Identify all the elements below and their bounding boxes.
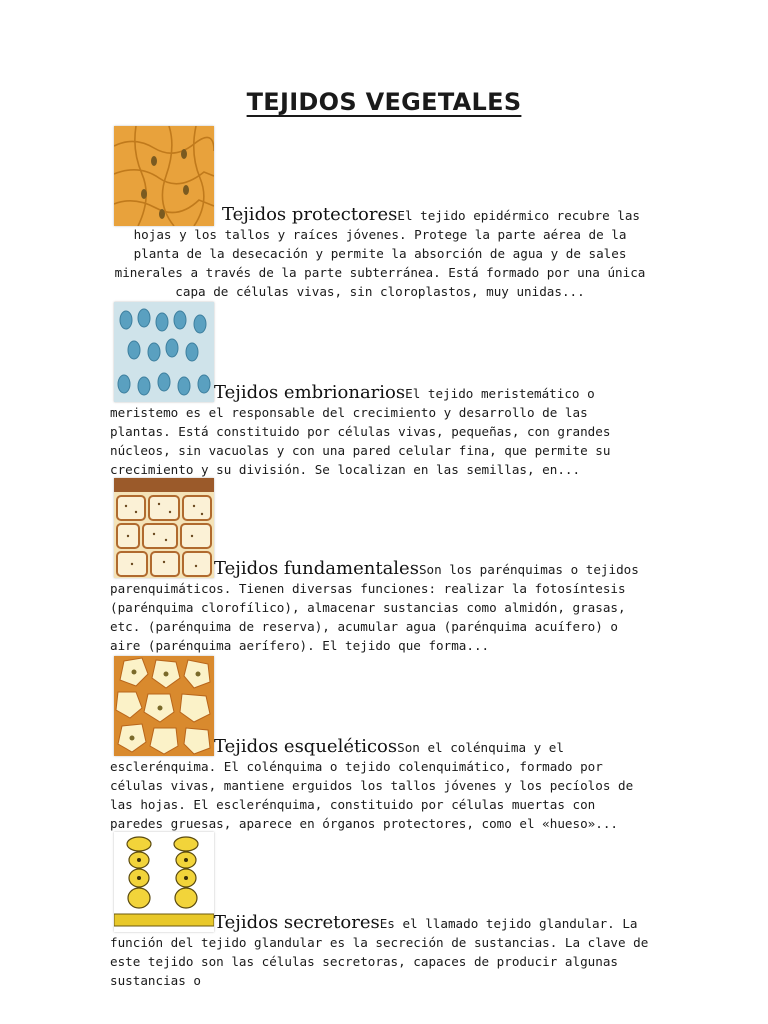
entry-secretores (110, 832, 650, 991)
entry-body: Son los parénquimas o tejidos parenquimáticos. Tienen diversas funciones: realizar la fotosíntesis (parénquima clorofílico), almacenar sustancias como almidón, grasas, etc. (parénquima de reserva), acumular agua (parénquima acuífero) o aire (parénquima aerífero). El tejido que forma... (110, 562, 639, 653)
entry-heading: Tejidos secretores (214, 912, 380, 933)
page-title-wrap (0, 88, 768, 116)
page-title: TEJIDOS VEGETALES (246, 88, 522, 116)
entry-heading: Tejidos embrionarios (214, 382, 406, 403)
entry-esqueleticos (110, 656, 650, 834)
entry-body: Es el llamado tejido glandular. La función del tejido glandular es la secreción de sustancias. La clave de este tejido son las células secretoras, capaces de producir algunas sustancias o (110, 916, 649, 988)
entry-body: El tejido meristemático o meristemo es el responsable del crecimiento y desarrollo de las plantas. Está constituido por células vivas, pequeñas, con grandes núcleos, sin vacuolas y con una pared celular fina, que permite su crecimiento y su división. Se localizan en las semillas, en... (110, 386, 611, 477)
entry-heading: Tejidos esqueléticos (214, 736, 398, 757)
entry-embrionarios (110, 302, 650, 480)
entry-heading: Tejidos fundamentales (214, 558, 419, 579)
entry-heading: Tejidos protectores (221, 204, 398, 225)
entry-protectores (110, 126, 650, 302)
entry-body: Son el colénquima y el esclerénquima. El colénquima o tejido colenquimático, formado por células vivas, mantiene erguidos los tallos jóvenes y los pecíolos de las hojas. El esclerénquima, constituido por células muertas con paredes gruesas, aparece en órganos protectores, como el «hueso»... (110, 740, 634, 831)
entry-body: El tejido epidérmico recubre las hojas y los tallos y raíces jóvenes. Protege la parte aérea de la planta de la desecación y permite la absorción de agua y de sales minerales a través de la parte subterránea. Está formado por una única capa de células vivas, sin cloroplastos, muy unidas... (114, 208, 646, 299)
entry-fundamentales (110, 478, 650, 656)
